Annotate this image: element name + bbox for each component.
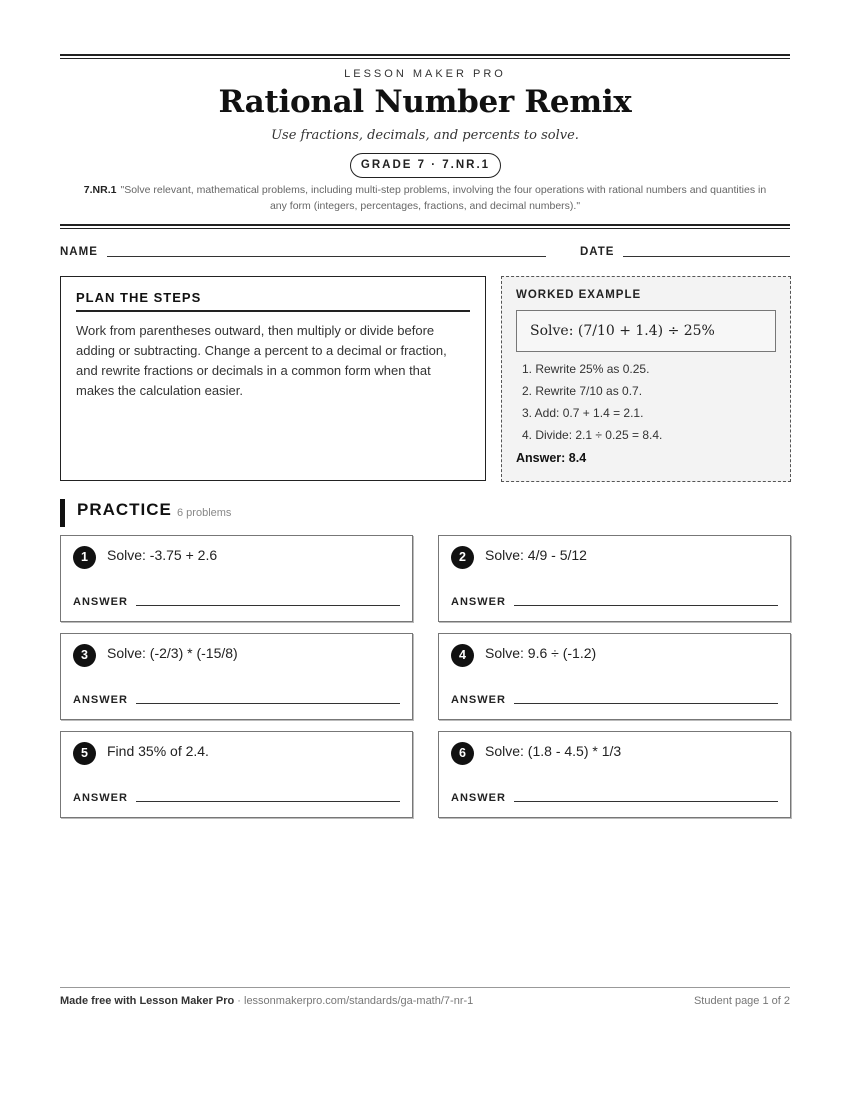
problem-card-3 bbox=[60, 633, 413, 720]
standard-description bbox=[78, 182, 772, 214]
name-field[interactable] bbox=[107, 256, 546, 257]
answer-line-6[interactable] bbox=[514, 801, 778, 802]
problem-prompt: Solve: (-2/3) * (-15/8) bbox=[107, 645, 238, 661]
footer-url[interactable]: · lessonmakerpro.com/standards/ga-math/7-nr-1 bbox=[234, 995, 474, 1007]
answer-label: ANSWER bbox=[73, 694, 128, 706]
worked-example-heading: WORKED EXAMPLE bbox=[516, 289, 642, 301]
date-field[interactable] bbox=[623, 256, 790, 257]
answer-label: ANSWER bbox=[73, 596, 128, 608]
worked-step: 1. Rewrite 25% as 0.25. bbox=[522, 362, 650, 376]
plan-the-steps-box bbox=[60, 276, 486, 481]
problem-card-5 bbox=[60, 731, 413, 818]
name-label: NAME bbox=[60, 246, 98, 258]
problem-prompt: Solve: 4/9 - 5/12 bbox=[485, 547, 587, 563]
worked-example-problem: Solve: (7/10 + 1.4) ÷ 25% bbox=[516, 310, 776, 352]
plan-text: Work from parentheses outward, then multiply or divide before adding or subtracting. Change a percent to a decimal or fraction, and rewrite fractions or decimals in a common form when that makes the calculation easier. bbox=[76, 323, 447, 398]
answer-line-2[interactable] bbox=[514, 605, 778, 606]
problem-number-badge: 3 bbox=[73, 644, 96, 667]
header-top-rule bbox=[60, 54, 790, 59]
practice-count: 6 problems bbox=[177, 507, 232, 519]
problem-prompt: Solve: (1.8 - 4.5) * 1/3 bbox=[485, 743, 622, 759]
problem-number-badge: 1 bbox=[73, 546, 96, 569]
problem-card-6 bbox=[438, 731, 791, 818]
worked-example-box bbox=[501, 276, 791, 482]
plan-heading: PLAN THE STEPS bbox=[76, 290, 470, 312]
worked-step: 2. Rewrite 7/10 as 0.7. bbox=[522, 384, 643, 398]
standard-text: "Solve relevant, mathematical problems, including multi-step problems, involving the four operations with rational numbers and quantities in any form (integers, percentages, fractions, and decimal numbers)." bbox=[120, 184, 767, 212]
problem-prompt: Find 35% of 2.4. bbox=[107, 743, 209, 759]
footer-credit bbox=[60, 995, 473, 1007]
practice-accent-bar bbox=[60, 499, 65, 527]
answer-label: ANSWER bbox=[451, 792, 506, 804]
worked-example-answer: Answer: 8.4 bbox=[516, 451, 587, 465]
answer-line-3[interactable] bbox=[136, 703, 400, 704]
page-subtitle: Use fractions, decimals, and percents to solve. bbox=[271, 128, 579, 143]
footer-page-number: Student page 1 of 2 bbox=[693, 995, 790, 1007]
footer-made-with: Made free with Lesson Maker Pro bbox=[60, 995, 235, 1007]
practice-heading: PRACTICE bbox=[77, 500, 172, 519]
answer-line-4[interactable] bbox=[514, 703, 778, 704]
brand-name: LESSON MAKER PRO bbox=[344, 68, 506, 80]
footer-rule bbox=[60, 987, 790, 988]
header-bottom-rule bbox=[60, 224, 790, 229]
problem-prompt: Solve: 9.6 ÷ (-1.2) bbox=[485, 645, 597, 661]
answer-label: ANSWER bbox=[451, 596, 506, 608]
problem-number-badge: 5 bbox=[73, 742, 96, 765]
problem-card-1 bbox=[60, 535, 413, 622]
problem-prompt: Solve: -3.75 + 2.6 bbox=[107, 547, 218, 563]
standard-code: 7.NR.1 bbox=[83, 184, 117, 196]
page-title: Rational Number Remix bbox=[218, 84, 632, 120]
date-label: DATE bbox=[580, 246, 615, 258]
problem-number-badge: 4 bbox=[451, 644, 474, 667]
grade-badge: GRADE 7 · 7.NR.1 bbox=[350, 153, 501, 178]
answer-line-5[interactable] bbox=[136, 801, 400, 802]
answer-label: ANSWER bbox=[451, 694, 506, 706]
worked-example-steps bbox=[516, 358, 776, 446]
answer-line-1[interactable] bbox=[136, 605, 400, 606]
worked-step: 3. Add: 0.7 + 1.4 = 2.1. bbox=[522, 406, 644, 420]
problem-card-2 bbox=[438, 535, 791, 622]
answer-label: ANSWER bbox=[73, 792, 128, 804]
problem-number-badge: 2 bbox=[451, 546, 474, 569]
problem-number-badge: 6 bbox=[451, 742, 474, 765]
worked-step: 4. Divide: 2.1 ÷ 0.25 = 8.4. bbox=[522, 428, 663, 442]
problem-card-4 bbox=[438, 633, 791, 720]
